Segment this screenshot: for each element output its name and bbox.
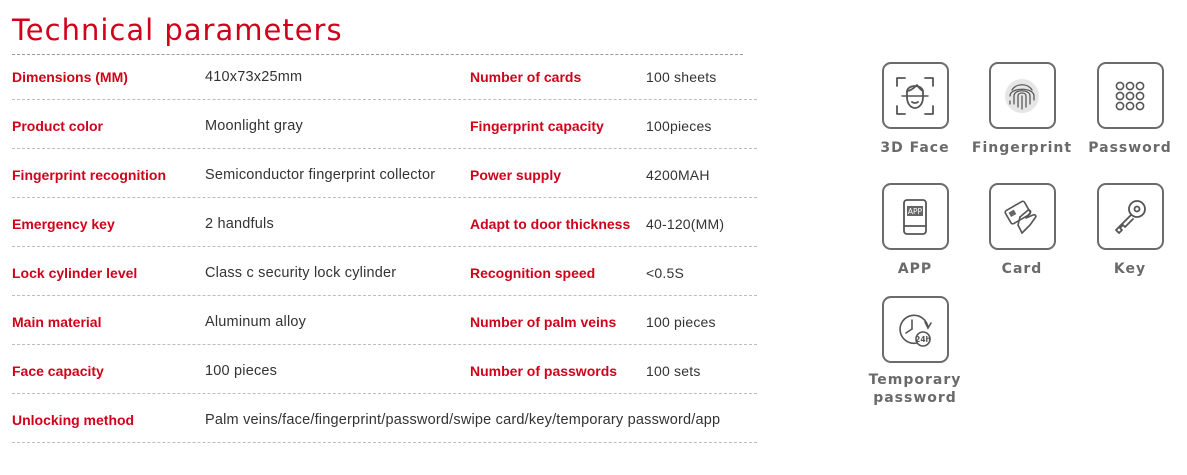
clock-24h-icon <box>893 308 937 352</box>
spec-value: <0.5S <box>646 265 684 281</box>
clock-icon-text: 24h <box>915 334 931 344</box>
spec-value: 100 pieces <box>646 314 716 330</box>
feature-tile <box>882 296 949 363</box>
spec-value: 410x73x25mm <box>205 69 303 85</box>
spec-label: Recognition speed <box>470 265 596 281</box>
spec-label: Number of palm veins <box>470 314 617 330</box>
spec-row <box>12 247 757 296</box>
spec-value: 40-120(MM) <box>646 216 725 232</box>
feature-label: Card <box>1001 261 1043 277</box>
feature-tile <box>989 62 1056 129</box>
spec-label: Number of cards <box>470 69 582 85</box>
feature-tile <box>882 183 949 250</box>
face-scan-icon <box>893 74 937 118</box>
feature-card <box>967 183 1077 278</box>
feature-app <box>860 183 970 278</box>
spec-value: 100 sheets <box>646 69 717 85</box>
spec-value: 4200MAH <box>646 167 710 183</box>
spec-table <box>12 54 757 443</box>
spec-value: Aluminum alloy <box>205 314 307 330</box>
feature-tile <box>989 183 1056 250</box>
page-title: Technical parameters <box>12 13 343 47</box>
feature-label <box>860 371 970 407</box>
feature-key <box>1075 183 1185 278</box>
spec-value: 100pieces <box>646 118 712 134</box>
feature-temporary-password <box>860 296 970 407</box>
spec-label: Number of passwords <box>470 363 618 379</box>
feature-label-line: password <box>873 390 957 406</box>
feature-label: Password <box>1088 140 1172 156</box>
spec-label: Unlocking method <box>12 412 135 428</box>
spec-row <box>12 100 757 149</box>
spec-label: Emergency key <box>12 216 115 232</box>
spec-value: 100 sets <box>646 363 701 379</box>
spec-value: Semiconductor fingerprint collector <box>205 167 436 183</box>
feature-label: Key <box>1113 261 1147 277</box>
spec-label: Power supply <box>470 167 562 183</box>
spec-label: Fingerprint recognition <box>12 167 166 183</box>
feature-3d-face <box>860 62 970 157</box>
feature-password <box>1075 62 1185 157</box>
phone-app-icon <box>893 195 937 239</box>
spec-value: 2 handfuls <box>205 216 274 232</box>
fingerprint-icon <box>1000 74 1044 118</box>
spec-row <box>12 54 757 100</box>
card-swipe-icon <box>1000 195 1044 239</box>
feature-tile <box>882 62 949 129</box>
feature-label: Fingerprint <box>971 140 1073 156</box>
spec-value: 100 pieces <box>205 363 278 379</box>
feature-tile <box>1097 62 1164 129</box>
spec-label: Face capacity <box>12 363 104 379</box>
feature-label-line: Temporary <box>868 372 962 388</box>
app-icon-text: APP <box>907 206 923 216</box>
feature-tile <box>1097 183 1164 250</box>
feature-fingerprint <box>967 62 1077 157</box>
spec-label: Dimensions (MM) <box>12 69 128 85</box>
spec-label: Product color <box>12 118 104 134</box>
feature-label: 3D Face <box>880 140 950 156</box>
spec-value: Palm veins/face/fingerprint/password/swipe card/key/temporary password/app <box>205 412 721 428</box>
spec-row <box>12 345 757 394</box>
spec-label: Lock cylinder level <box>12 265 138 281</box>
spec-label: Adapt to door thickness <box>470 216 631 232</box>
feature-label: APP <box>897 261 933 277</box>
spec-value: Class c security lock cylinder <box>205 265 397 281</box>
spec-value: Moonlight gray <box>205 118 303 134</box>
spec-row <box>12 296 757 345</box>
spec-row <box>12 394 757 443</box>
keypad-icon <box>1108 74 1152 118</box>
unlock-methods-panel <box>860 62 1185 462</box>
spec-label: Main material <box>12 314 102 330</box>
key-icon <box>1108 195 1152 239</box>
spec-label: Fingerprint capacity <box>470 118 604 134</box>
spec-row <box>12 198 757 247</box>
spec-row <box>12 149 757 198</box>
